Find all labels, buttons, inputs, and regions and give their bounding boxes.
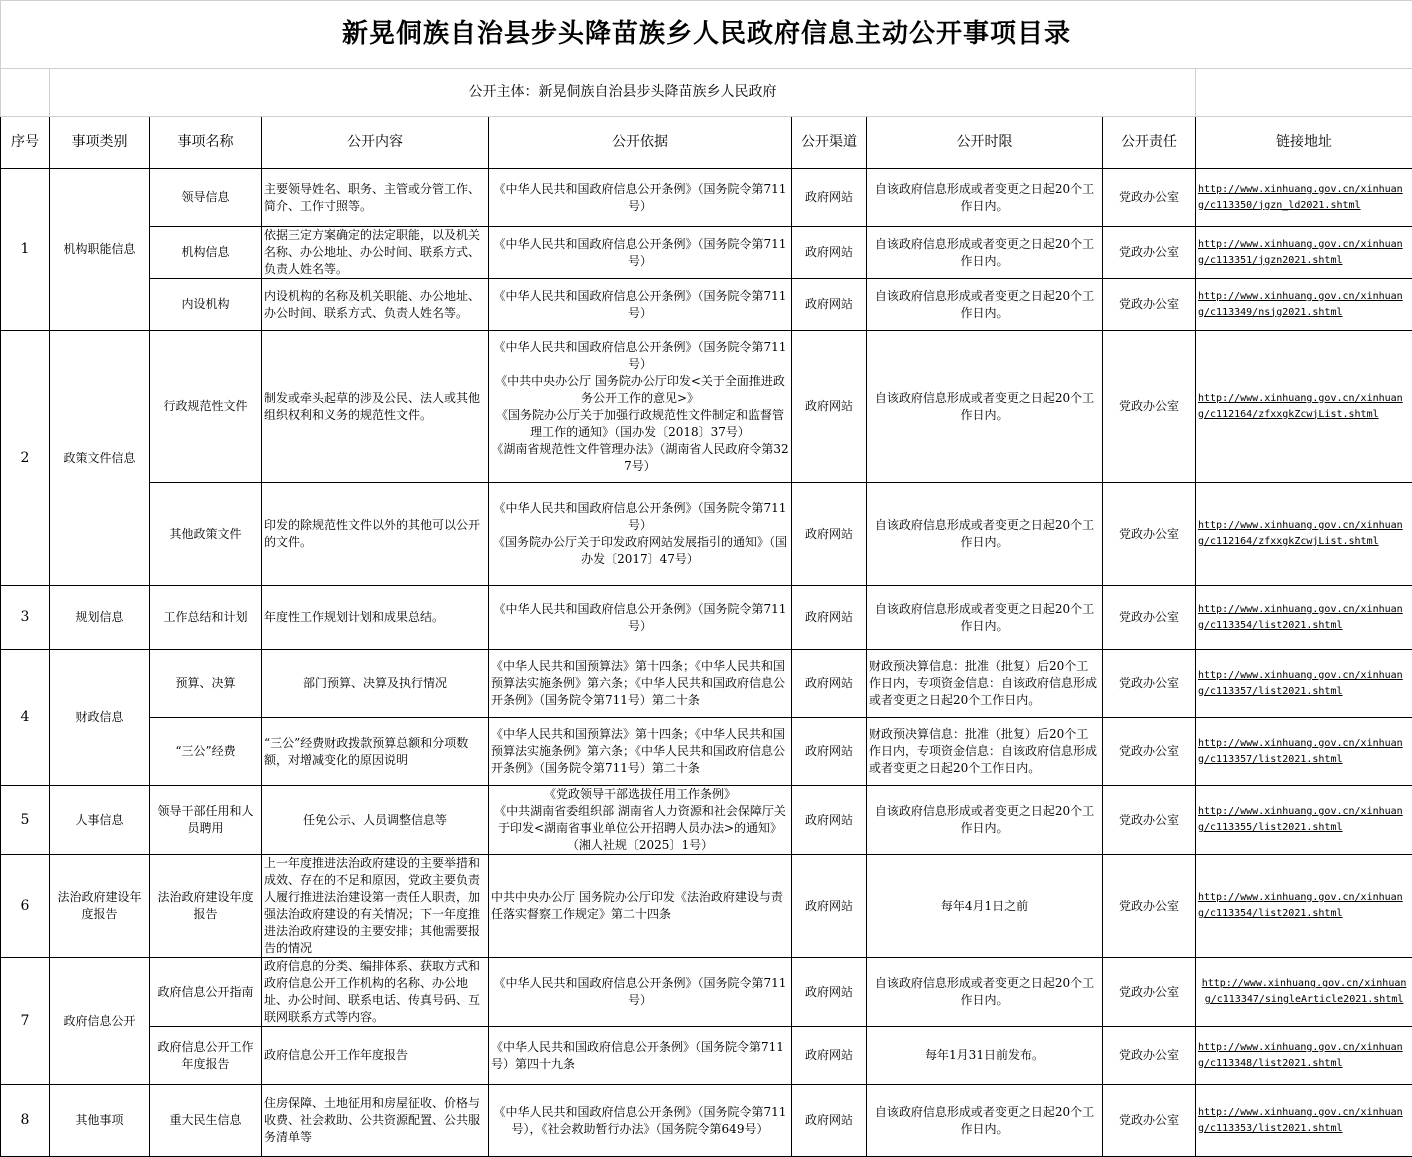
item-deadline: 自该政府信息形成或者变更之日起20个工作日内。 [867,279,1103,331]
item-responsible: 党政办公室 [1103,586,1196,650]
col-header: 公开时限 [867,117,1103,169]
item-basis: 《中华人民共和国政府信息公开条例》（国务院令第711号） [489,169,792,227]
group-number: 6 [1,855,50,958]
item-name: 重大民生信息 [150,1085,262,1157]
item-name: 政府信息公开指南 [150,958,262,1027]
item-content: 住房保障、土地征用和房屋征收、价格与收费、社会救助、公共资源配置、公共服务清单等 [262,1085,489,1157]
item-basis: 《中华人民共和国政府信息公开条例》（国务院令第711号）第四十九条 [489,1027,792,1085]
item-basis: 《中华人民共和国政府信息公开条例》（国务院令第711号） [489,227,792,279]
item-channel: 政府网站 [792,650,867,718]
item-content: 政府信息公开工作年度报告 [262,1027,489,1085]
item-content: 上一年度推进法治政府建设的主要举措和成效、存在的不足和原因，党政主要负责人履行推进法治建设第一责任人职责，加强法治政府建设的有关情况；下一年度推进法治政府建设的主要安排；其他需要报告的情况 [262,855,489,958]
table-row [1,650,1412,718]
item-channel: 政府网站 [792,718,867,786]
item-basis: 《中华人民共和国政府信息公开条例》（国务院令第711号） 《中共中央办公厅 国务院办公厅印发<关于全面推进政务公开工作的意见>》 《国务院办公厅关于加强行政规范性文件制定和监督管理工作的通知》（国办发〔2018〕37号） 《湖南省规范性文件管理办法》（湖南省人民政府令第327号） [489,331,792,483]
item-content: 制发或牵头起草的涉及公民、法人或其他组织权利和义务的规范性文件。 [262,331,489,483]
item-link[interactable]: http://www.xinhuang.gov.cn/xinhuang/c113351/jgzn2021.shtml [1196,227,1412,279]
item-name: “三公”经费 [150,718,262,786]
item-channel: 政府网站 [792,586,867,650]
item-responsible: 党政办公室 [1103,169,1196,227]
item-link[interactable]: http://www.xinhuang.gov.cn/xinhuang/c113357/list2021.shtml [1196,718,1412,786]
item-deadline: 自该政府信息形成或者变更之日起20个工作日内。 [867,227,1103,279]
item-content: 政府信息的分类、编排体系、获取方式和政府信息公开工作机构的名称、办公地址、办公时间、联系电话、传真号码、互联网联系方式等内容。 [262,958,489,1027]
item-deadline: 每年1月31日前发布。 [867,1027,1103,1085]
item-content: 年度性工作规划计划和成果总结。 [262,586,489,650]
col-header: 事项类别 [50,117,150,169]
item-link[interactable]: http://www.xinhuang.gov.cn/xinhuang/c113350/jgzn_ld2021.shtml [1196,169,1412,227]
table-row [1,1027,1412,1085]
item-channel: 政府网站 [792,331,867,483]
item-channel: 政府网站 [792,279,867,331]
group-category: 机构职能信息 [50,169,150,331]
table-row [1,1085,1412,1157]
item-name: 法治政府建设年度报告 [150,855,262,958]
group-category: 政府信息公开 [50,958,150,1085]
item-basis: 《中华人民共和国政府信息公开条例》（国务院令第711号） [489,279,792,331]
item-responsible: 党政办公室 [1103,1027,1196,1085]
item-link[interactable]: http://www.xinhuang.gov.cn/xinhuang/c113354/list2021.shtml [1196,855,1412,958]
group-number: 7 [1,958,50,1085]
item-content: 主要领导姓名、职务、主管或分管工作、简介、工作寸照等。 [262,169,489,227]
col-header: 事项名称 [150,117,262,169]
group-number: 3 [1,586,50,650]
col-header: 链接地址 [1196,117,1412,169]
item-basis: 《中华人民共和国政府信息公开条例》（国务院令第711号） 《国务院办公厅关于印发政府网站发展指引的通知》（国办发〔2017〕47号） [489,483,792,586]
item-channel: 政府网站 [792,855,867,958]
subject-line: 公开主体：新晃侗族自治县步头降苗族乡人民政府 [50,69,1196,117]
subject-spacer [1,69,50,117]
item-name: 领导干部任用和人员聘用 [150,786,262,855]
table-row [1,169,1412,227]
header-row [1,117,1412,169]
group-number: 4 [1,650,50,786]
col-header: 公开内容 [262,117,489,169]
table-row [1,483,1412,586]
table-row [1,586,1412,650]
item-responsible: 党政办公室 [1103,227,1196,279]
item-content: 依据三定方案确定的法定职能，以及机关名称、办公地址、办公时间、联系方式、负责人姓名等。 [262,227,489,279]
table-row [1,331,1412,483]
group-number: 2 [1,331,50,586]
item-deadline: 自该政府信息形成或者变更之日起20个工作日内。 [867,331,1103,483]
item-name: 机构信息 [150,227,262,279]
group-category: 人事信息 [50,786,150,855]
item-link[interactable]: http://www.xinhuang.gov.cn/xinhuang/c113347/singleArticle2021.shtml [1196,958,1412,1027]
item-content: 部门预算、决算及执行情况 [262,650,489,718]
item-deadline: 财政预决算信息：批准（批复）后20个工作日内，专项资金信息：自该政府信息形成或者变更之日起20个工作日内。 [867,650,1103,718]
item-name: 行政规范性文件 [150,331,262,483]
item-responsible: 党政办公室 [1103,483,1196,586]
item-responsible: 党政办公室 [1103,279,1196,331]
item-name: 领导信息 [150,169,262,227]
group-number: 8 [1,1085,50,1157]
table-row [1,718,1412,786]
item-deadline: 每年4月1日之前 [867,855,1103,958]
item-responsible: 党政办公室 [1103,718,1196,786]
item-content: 印发的除规范性文件以外的其他可以公开的文件。 [262,483,489,586]
table-row [1,279,1412,331]
subject-spacer [1196,69,1412,117]
item-basis: 《中华人民共和国政府信息公开条例》（国务院令第711号），《社会救助暂行办法》（国务院令第649号） [489,1085,792,1157]
item-deadline: 自该政府信息形成或者变更之日起20个工作日内。 [867,958,1103,1027]
item-responsible: 党政办公室 [1103,650,1196,718]
item-content: 任免公示、人员调整信息等 [262,786,489,855]
item-link[interactable]: http://www.xinhuang.gov.cn/xinhuang/c113353/list2021.shtml [1196,1085,1412,1157]
table-row [1,227,1412,279]
item-deadline: 自该政府信息形成或者变更之日起20个工作日内。 [867,1085,1103,1157]
table-row [1,958,1412,1027]
item-channel: 政府网站 [792,483,867,586]
group-category: 财政信息 [50,650,150,786]
item-channel: 政府网站 [792,1027,867,1085]
item-channel: 政府网站 [792,958,867,1027]
table-row [1,786,1412,855]
group-category: 法治政府建设年度报告 [50,855,150,958]
item-deadline: 自该政府信息形成或者变更之日起20个工作日内。 [867,586,1103,650]
item-responsible: 党政办公室 [1103,331,1196,483]
item-name: 政府信息公开工作年度报告 [150,1027,262,1085]
item-name: 内设机构 [150,279,262,331]
item-link[interactable]: http://www.xinhuang.gov.cn/xinhuang/c113357/list2021.shtml [1196,650,1412,718]
item-link[interactable]: http://www.xinhuang.gov.cn/xinhuang/c113355/list2021.shtml [1196,786,1412,855]
item-basis: 《党政领导干部选拔任用工作条例》 《中共湖南省委组织部 湖南省人力资源和社会保障厅关于印发<湖南省事业单位公开招聘人员办法>的通知》（湘人社规〔2025〕1号） [489,786,792,855]
item-content: “三公”经费财政拨款预算总额和分项数额，对增减变化的原因说明 [262,718,489,786]
item-channel: 政府网站 [792,1085,867,1157]
item-basis: 《中华人民共和国预算法》第十四条；《中华人民共和国预算法实施条例》第六条；《中华人民共和国政府信息公开条例》（国务院令第711号）第二十条 [489,650,792,718]
item-deadline: 自该政府信息形成或者变更之日起20个工作日内。 [867,786,1103,855]
item-basis: 《中华人民共和国政府信息公开条例》（国务院令第711号） [489,586,792,650]
item-name: 其他政策文件 [150,483,262,586]
item-responsible: 党政办公室 [1103,786,1196,855]
group-number: 5 [1,786,50,855]
group-category: 规划信息 [50,586,150,650]
item-name: 预算、决算 [150,650,262,718]
item-channel: 政府网站 [792,169,867,227]
item-responsible: 党政办公室 [1103,855,1196,958]
item-responsible: 党政办公室 [1103,1085,1196,1157]
group-number: 1 [1,169,50,331]
group-category: 政策文件信息 [50,331,150,586]
item-channel: 政府网站 [792,786,867,855]
item-basis: 中共中央办公厅 国务院办公厅印发《法治政府建设与责任落实督察工作规定》第二十四条 [489,855,792,958]
item-link[interactable]: http://www.xinhuang.gov.cn/xinhuang/c112164/zfxxgkZcwjList.shtml [1196,483,1412,586]
item-channel: 政府网站 [792,227,867,279]
item-basis: 《中华人民共和国政府信息公开条例》（国务院令第711号） [489,958,792,1027]
item-deadline: 自该政府信息形成或者变更之日起20个工作日内。 [867,169,1103,227]
item-link[interactable]: http://www.xinhuang.gov.cn/xinhuang/c112164/zfxxgkZcwjList.shtml [1196,331,1412,483]
item-basis: 《中华人民共和国预算法》第十四条；《中华人民共和国预算法实施条例》第六条；《中华人民共和国政府信息公开条例》（国务院令第711号）第二十条 [489,718,792,786]
item-name: 工作总结和计划 [150,586,262,650]
group-category: 其他事项 [50,1085,150,1157]
item-deadline: 自该政府信息形成或者变更之日起20个工作日内。 [867,483,1103,586]
col-header: 公开责任 [1103,117,1196,169]
col-header: 公开渠道 [792,117,867,169]
table-row [1,855,1412,958]
item-responsible: 党政办公室 [1103,958,1196,1027]
item-link[interactable]: http://www.xinhuang.gov.cn/xinhuang/c113349/nsjg2021.shtml [1196,279,1412,331]
item-content: 内设机构的名称及机关职能、办公地址、办公时间、联系方式、负责人姓名等。 [262,279,489,331]
col-header: 序号 [1,117,50,169]
col-header: 公开依据 [489,117,792,169]
item-link[interactable]: http://www.xinhuang.gov.cn/xinhuang/c113354/list2021.shtml [1196,586,1412,650]
page-title: 新晃侗族自治县步头降苗族乡人民政府信息主动公开事项目录 [1,1,1412,69]
item-deadline: 财政预决算信息：批准（批复）后20个工作日内，专项资金信息：自该政府信息形成或者变更之日起20个工作日内。 [867,718,1103,786]
item-link[interactable]: http://www.xinhuang.gov.cn/xinhuang/c113348/list2021.shtml [1196,1027,1412,1085]
